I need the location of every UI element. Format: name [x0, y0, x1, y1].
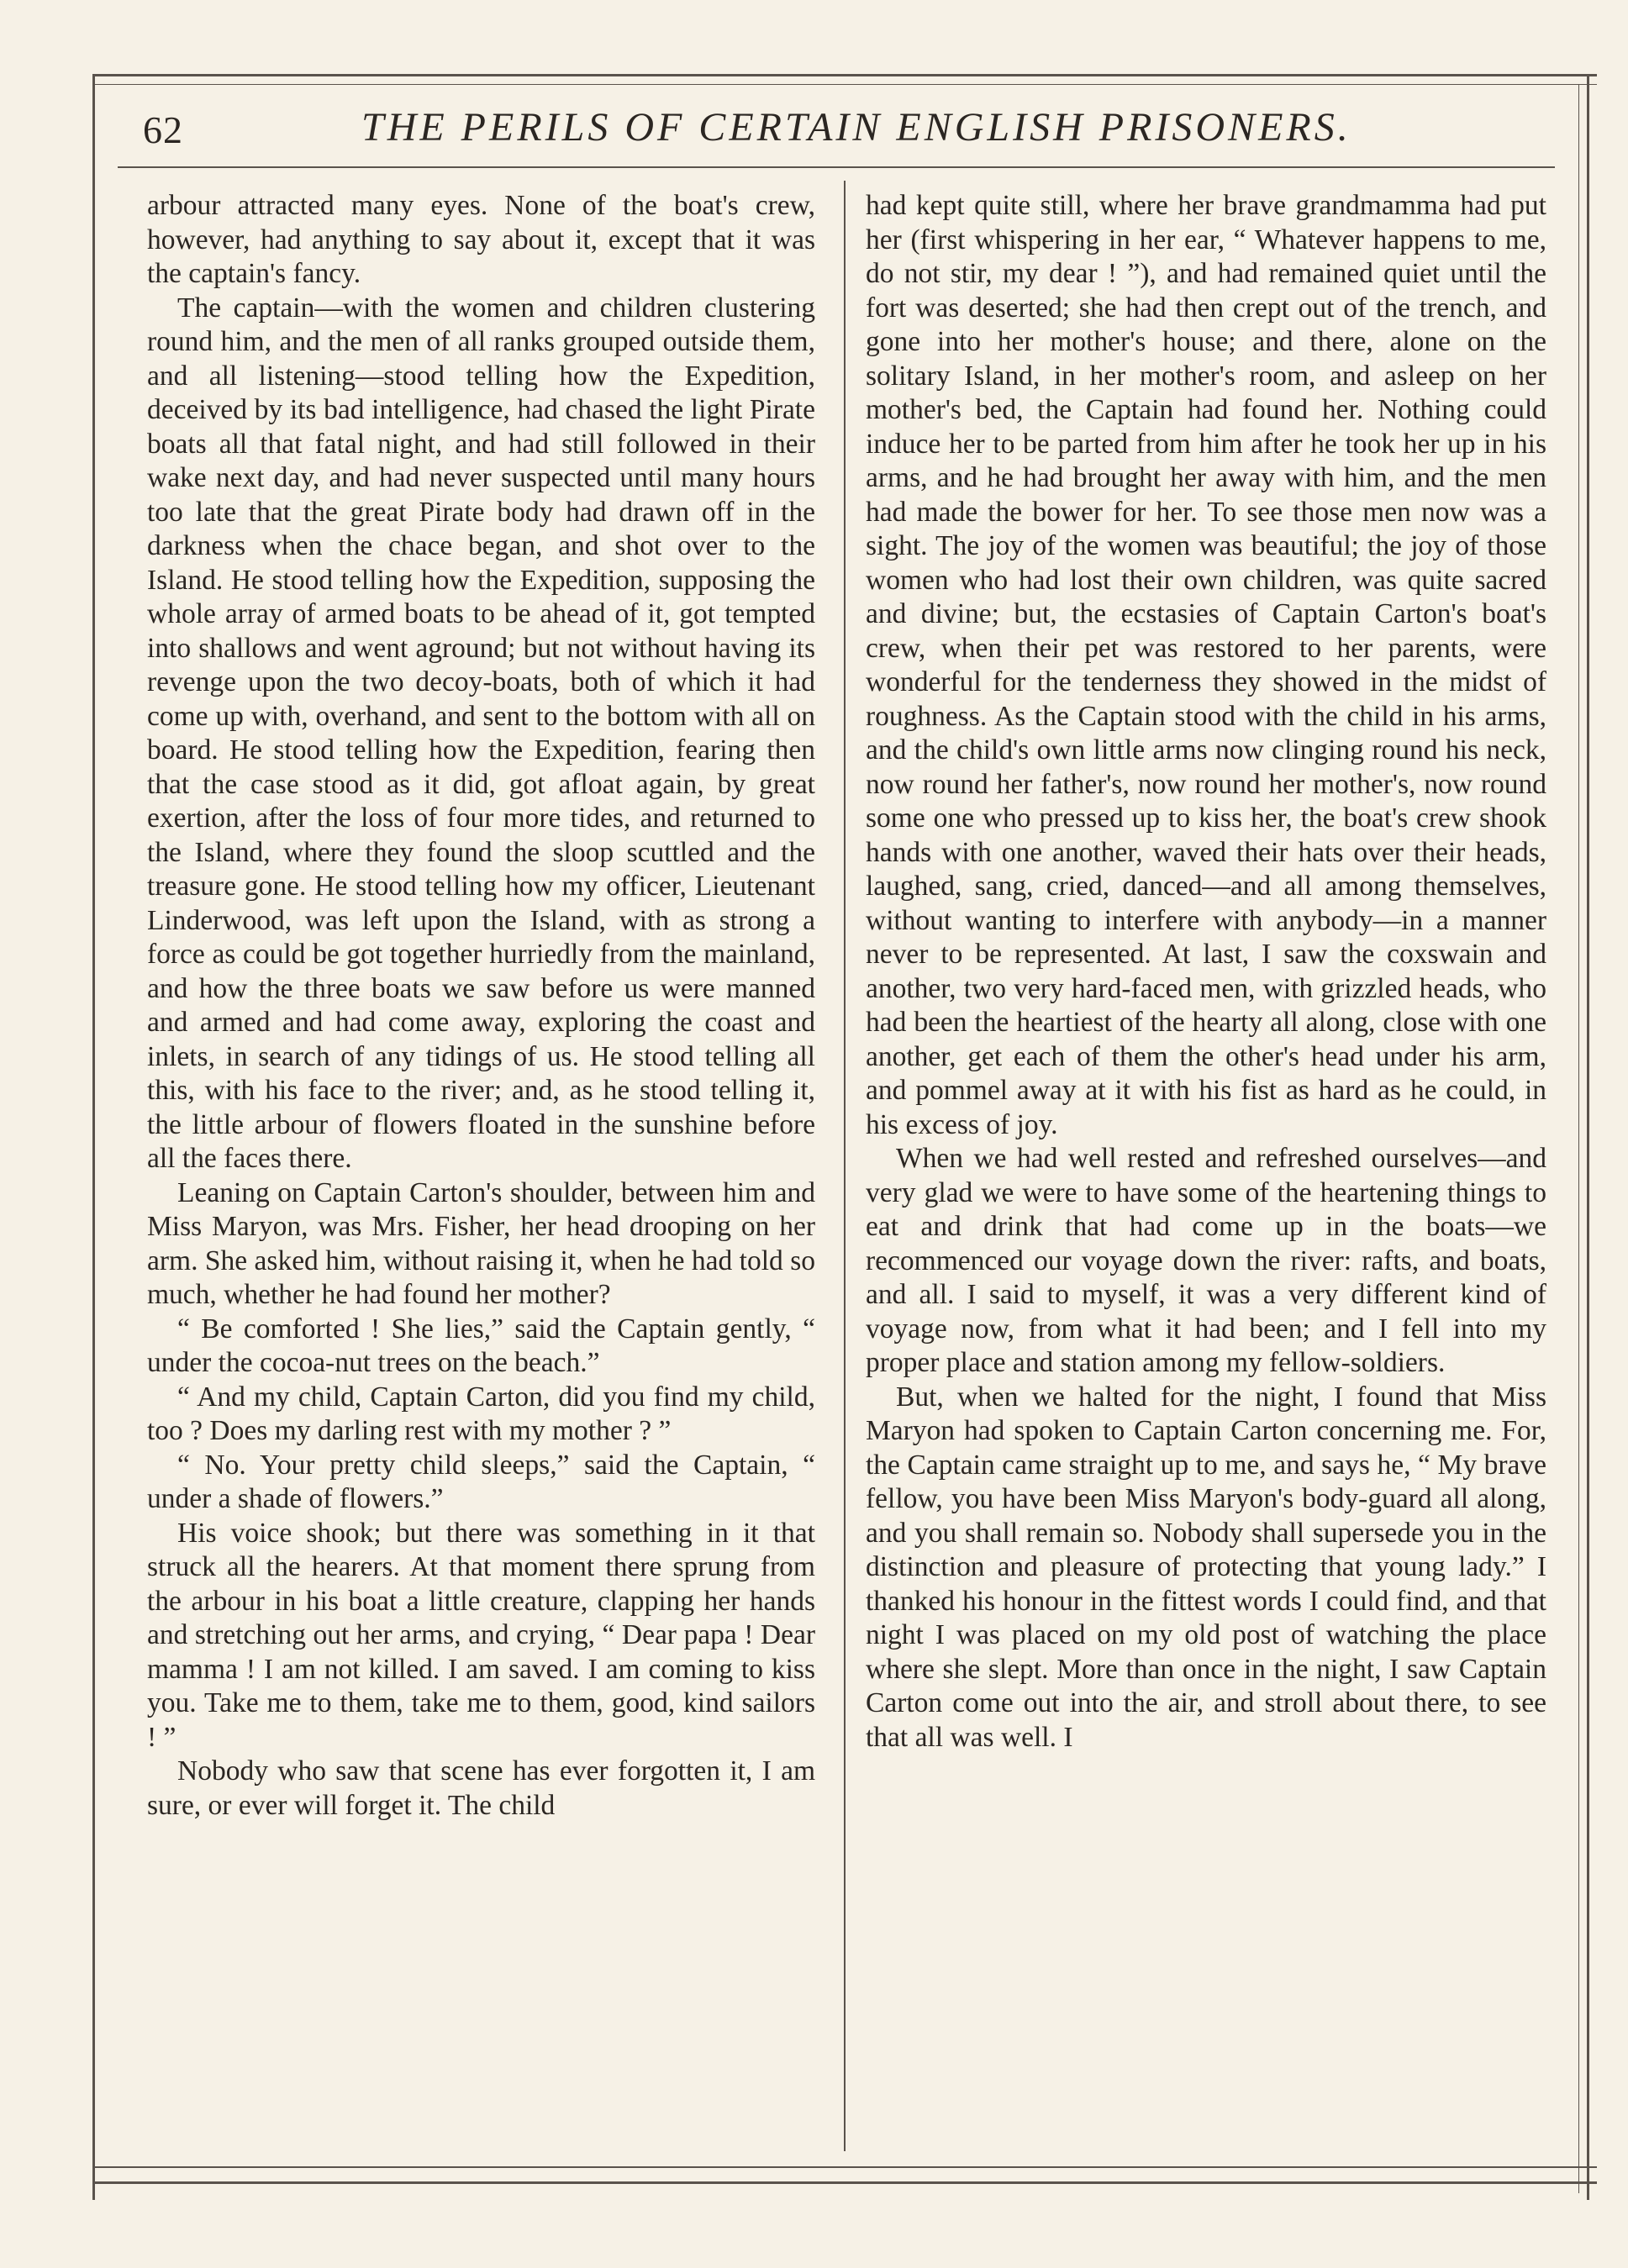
paragraph: But, when we halted for the night, I found that Miss Maryon had spoken to Captain Carton concerning me. For, the Captain came straight up to me, and says he, “ My brave fellow, you have been Miss Maryon's body-guard all along, and you shall remain so. Nobody shall supersede you in the distinction and pleasure of protecting that young lady.” I thanked his honour in the fittest words I could find, and that night I was placed on my old post of watching the place where she slept. More than once in the night, I saw Captain Carton come out into the air, and stroll about there, to see that all was well. I [866, 1381, 1546, 1753]
bottom-inner-rule [92, 2166, 1597, 2168]
paragraph: Nobody who saw that scene has ever forgotten it, I am sure, or ever will forget it. The child [147, 1755, 815, 1821]
paragraph: “ And my child, Captain Carton, did you find my child, too ? Does my darling rest with my mother ? ” [147, 1381, 815, 1446]
top-outer-rule [92, 74, 1597, 76]
paragraph: arbour attracted many eyes. None of the boat's crew, however, had anything to say about it, except that it was the captain's fancy. [147, 190, 815, 289]
paragraph: Leaning on Captain Carton's shoulder, between him and Miss Maryon, was Mrs. Fisher, her head drooping on her arm. She asked him, without raising it, when he had told so much, whether he had found her mother? [147, 1176, 815, 1310]
right-frame-inner-rule [1578, 84, 1579, 2193]
running-title: THE PERILS OF CERTAIN ENGLISH PRISONERS. [361, 105, 1351, 150]
left-frame-rule [92, 74, 95, 2200]
right-frame-rule [1587, 74, 1589, 2200]
paragraph: The captain—with the women and children clustering round him, and the men of all ranks grouped outside them, and all listening—stood telling how the Expedition, deceived by its bad intelligence, had chased the light Pirate boats all that fatal night, and had still followed in their wake next day, and had never suspected until many hours too late that the great Pirate body had drawn off in the darkness when the chace began, and shot over to the Island. He stood telling how the Expedition, supposing the whole array of armed boats to be ahead of it, got tempted into shallows and went aground; but not without having its revenge upon the two decoy-boats, both of which it had come up with, overhand, and sent to the bottom with all on board. He stood telling how the Expedition, fearing then that the case stood as it did, got afloat again, by great exertion, after the loss of four more tides, and returned to the Island, where they found the sloop scuttled and the treasure gone. He stood telling how my officer, Lieutenant Linderwood, was left upon the Island, with as strong a force as could be got together hurriedly from the mainland, and how the three boats we saw before us were manned and armed and had come away, exploring the coast and inlets, in search of any tidings of us. He stood telling all this, with his face to the river; and, as he stood telling it, the little arbour of flowers floated in the sunshine before all the faces there. [147, 292, 815, 1174]
top-inner-rule [92, 84, 1597, 85]
paragraph: had kept quite still, where her brave grandmamma had put her (first whispering in her ear, “ Whatever happens to me, do not stir, my dear ! ”), and had remained quiet until the fort was deserted; she had then crept out of the trench, and gone into her mother's house; and there, alone on the solitary Island, in her mother's room, and asleep on her mother's bed, the Captain had found her. Nothing could induce her to be parted from him after he took her up in his arms, and he had brought her away with him, and the men had made the bower for her. To see those men now was a sight. The joy of the women was beautiful; the joy of those women who had lost their own children, was quite sacred and divine; but, the ecstasies of Captain Carton's boat's crew, when their pet was restored to her parents, were wonderful for the tenderness they showed in the midst of roughness. As the Captain stood with the child in his arms, and the child's own little arms now clinging round his neck, now round her father's, now round her mother's, now round some one who pressed up to kiss her, the boat's crew shook hands with one another, waved their hats over their heads, laughed, sang, cried, danced—and all among themselves, without wanting to interfere with anybody—in a manner never to be represented. At last, I saw the coxswain and another, two very hard-faced men, with grizzled heads, who had been the heartiest of the hearty all along, close with one another, get each of them the other's head under his arm, and pommel away at it with his fist as hard as he could, in his excess of joy. [866, 190, 1546, 1140]
paragraph: “ No. Your pretty child sleeps,” said the Captain, “ under a shade of flowers.” [147, 1449, 815, 1514]
paragraph: “ Be comforted ! She lies,” said the Captain gently, “ under the cocoa-nut trees on the beach.” [147, 1313, 815, 1378]
paragraph: His voice shook; but there was something in it that struck all the hearers. At that moment there sprung from the arbour in his boat a little creature, clapping her hands and stretching out her arms, and crying, “ Dear papa ! Dear mamma ! I am not killed. I am saved. I am coming to kiss you. Take me to them, take me to them, good, kind sailors ! ” [147, 1517, 815, 1753]
right-column [866, 189, 1546, 2143]
page-number: 62 [143, 108, 183, 151]
header-rule [118, 166, 1555, 168]
left-column [147, 189, 815, 2143]
bottom-outer-rule [92, 2181, 1597, 2184]
paragraph: When we had well rested and refreshed ourselves—and very glad we were to have some of the heartening things to eat and drink that had come up in the boats—we recommenced our voyage down the river: rafts, and boats, and all. I said to myself, it was a very different kind of voyage now, from what it had been; and I fell into my proper place and station among my fellow-soldiers. [866, 1143, 1546, 1378]
column-divider [844, 181, 846, 2151]
